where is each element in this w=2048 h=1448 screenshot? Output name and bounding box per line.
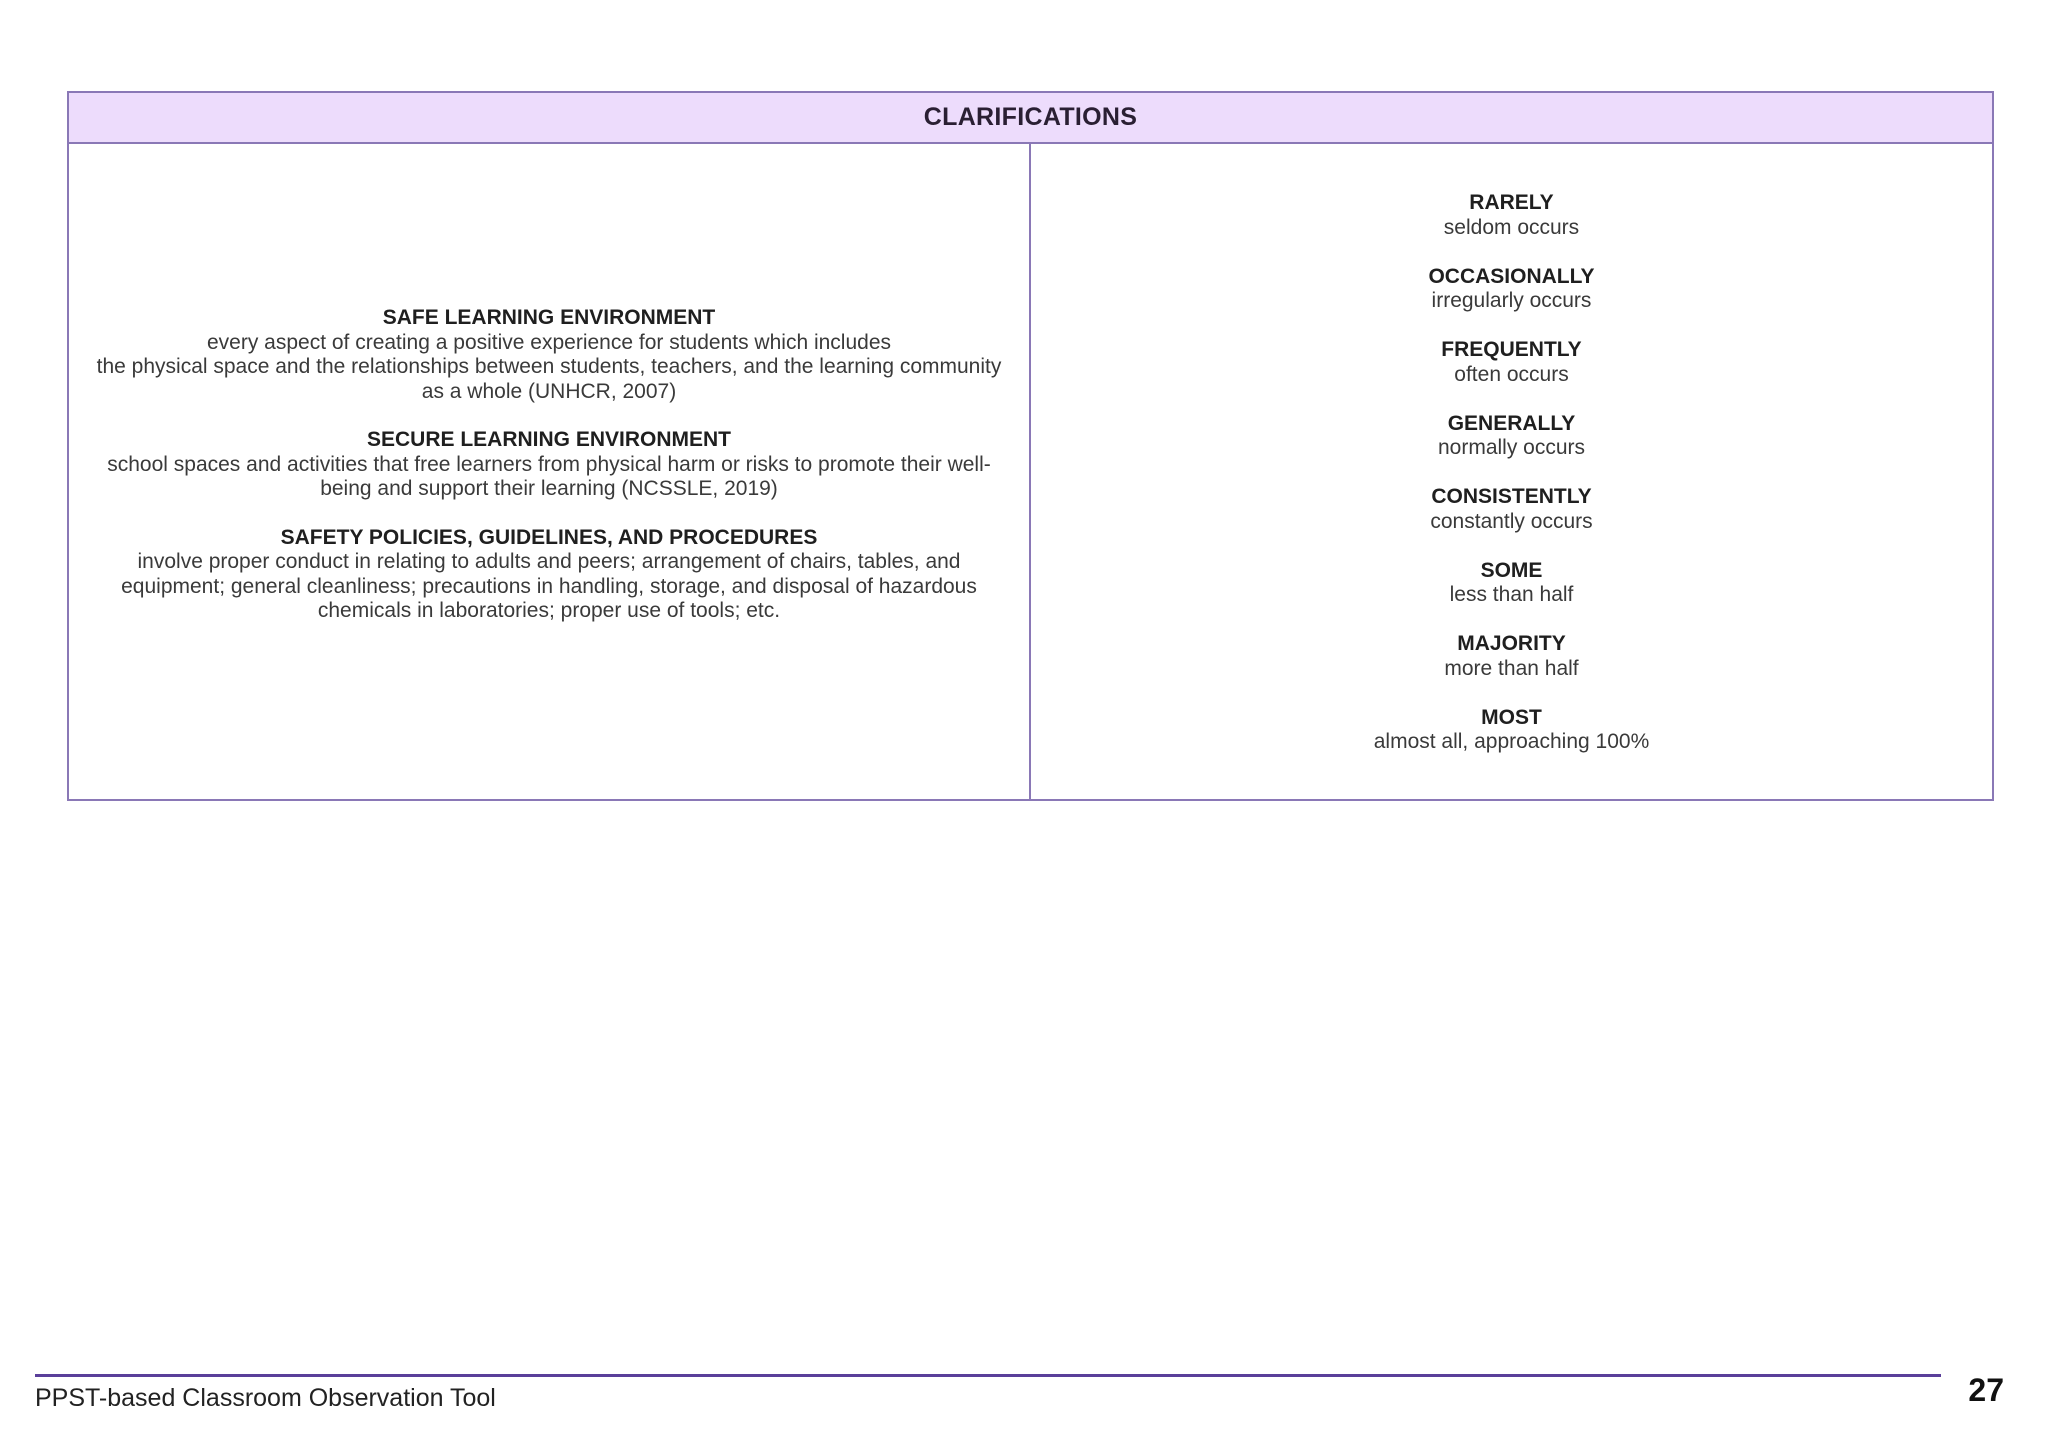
- definition-term: MAJORITY: [1457, 632, 1566, 655]
- definition-line: often occurs: [1454, 362, 1569, 386]
- definition-line: almost all, approaching 100%: [1373, 730, 1650, 753]
- definition-term: FREQUENTLY: [1441, 338, 1582, 361]
- definition-line: constantly occurs: [1430, 509, 1593, 533]
- environment-definitions-column: [69, 144, 1031, 801]
- definition-line: irregularly occurs: [1431, 289, 1592, 312]
- definition-term: RARELY: [1469, 191, 1554, 214]
- definition-term: SOME: [1480, 558, 1543, 582]
- clarifications-table: [67, 91, 1994, 801]
- definition-term: SAFE LEARNING ENVIRONMENT: [382, 306, 716, 329]
- definition-most: [1031, 706, 1992, 755]
- definition-line: equipment; general cleanliness; precautions in handling, storage, and disposal of hazardous: [121, 574, 977, 598]
- clarifications-header: CLARIFICATIONS: [69, 93, 1992, 144]
- definition-line: the physical space and the relationships between students, teachers, and the learning community: [96, 355, 1002, 378]
- definition-generally: [1031, 412, 1992, 461]
- definition-secure-learning-environment: [87, 428, 1011, 502]
- definition-occasionally: [1031, 265, 1992, 314]
- definition-term: OCCASIONALLY: [1428, 264, 1595, 288]
- definition-line: every aspect of creating a positive experience for students which includes: [206, 330, 892, 354]
- footer-divider: [35, 1374, 1941, 1377]
- definition-safe-learning-environment: [87, 306, 1011, 404]
- definition-majority: [1031, 632, 1992, 681]
- frequency-definitions-column: [1031, 144, 1992, 801]
- definition-term: SECURE LEARNING ENVIRONMENT: [366, 428, 732, 451]
- definition-line: being and support their learning (NCSSLE, 2019): [320, 477, 778, 500]
- definition-line: more than half: [1444, 656, 1579, 680]
- definition-term: CONSISTENTLY: [1431, 485, 1592, 508]
- definition-line: seldom occurs: [1443, 215, 1580, 239]
- definition-line: involve proper conduct in relating to adults and peers; arrangement of chairs, tables, and: [137, 550, 961, 573]
- definition-consistently: [1031, 485, 1992, 534]
- footer-document-title: PPST-based Classroom Observation Tool: [35, 1384, 496, 1412]
- definition-safety-policies: [87, 526, 1011, 624]
- definition-frequently: [1031, 338, 1992, 387]
- page-number: 27: [1968, 1372, 2004, 1408]
- definition-line: less than half: [1449, 583, 1574, 606]
- definition-line: chemicals in laboratories; proper use of tools; etc.: [317, 599, 781, 622]
- definition-line: school spaces and activities that free learners from physical harm or risks to promote their well-: [107, 452, 991, 476]
- definition-term: GENERALLY: [1447, 411, 1576, 435]
- definition-line: normally occurs: [1437, 436, 1586, 459]
- clarifications-body: [69, 144, 1992, 801]
- definition-term: MOST: [1481, 705, 1542, 729]
- definition-rarely: [1031, 191, 1992, 240]
- definition-some: [1031, 559, 1992, 608]
- definition-term: SAFETY POLICIES, GUIDELINES, AND PROCEDURES: [280, 525, 818, 549]
- definition-line: as a whole (UNHCR, 2007): [421, 379, 677, 403]
